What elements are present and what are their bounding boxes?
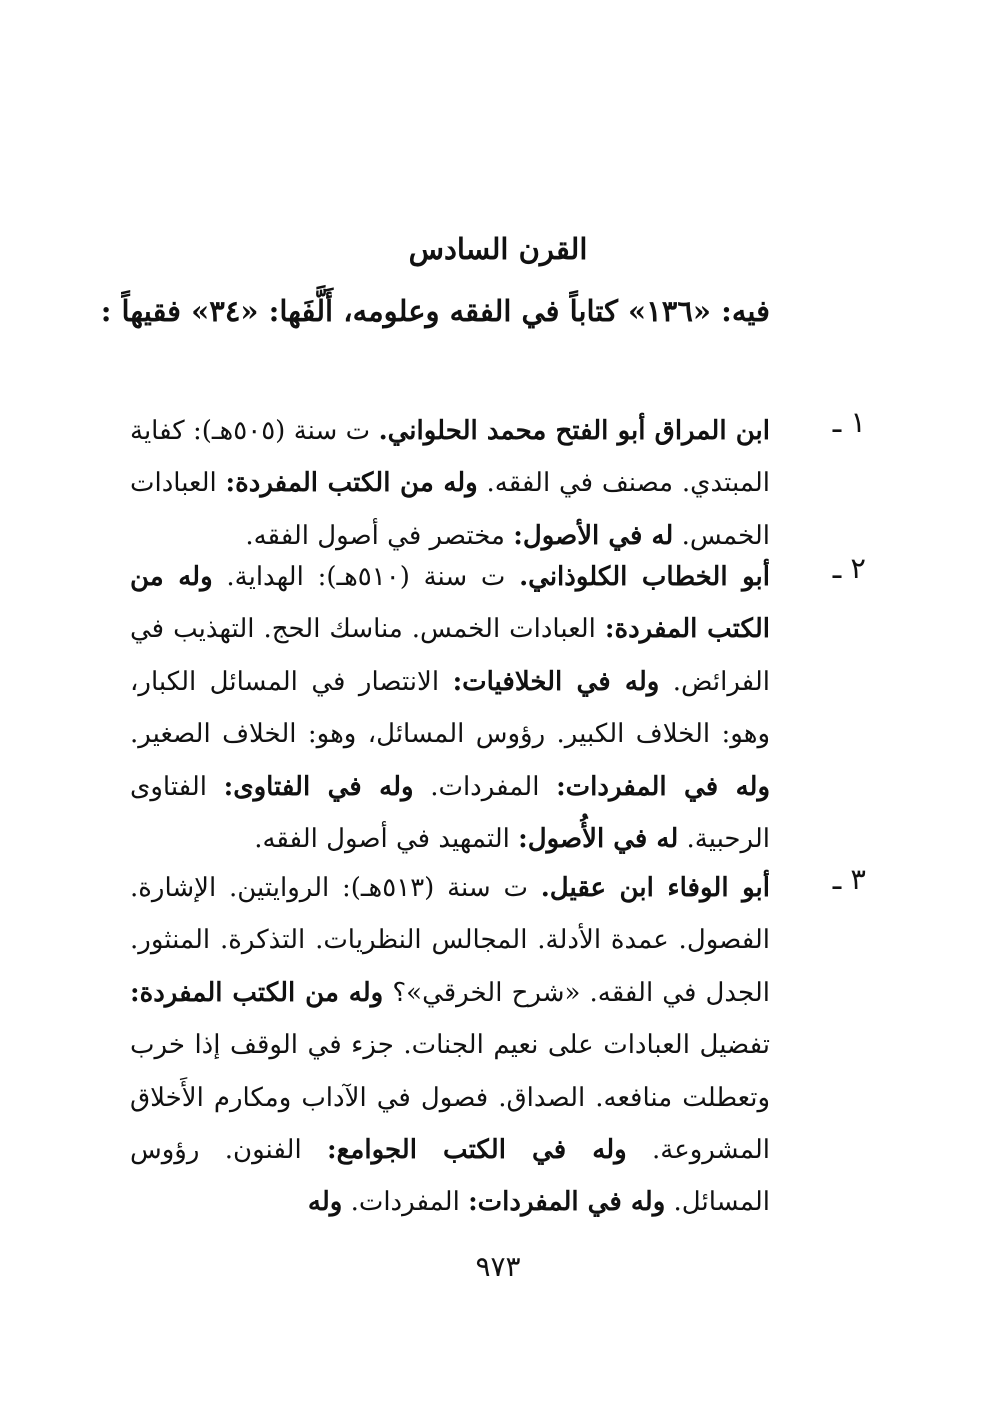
body-text: تفضيل العبادات على نعيم الجنات. جزء في الوقف إذا خرب وتعطلت منافعه. الصداق. فصول في الآداب ومكارم الأَخلاق المشروعة.: [130, 1030, 771, 1166]
body-text: المفردات.: [413, 771, 557, 802]
bold-heading-text: وله في الفتاوى:: [223, 771, 414, 802]
bold-heading-text: وله في الخلافيات:: [452, 666, 660, 697]
bold-heading-text: وله من الكتب المفردة:: [130, 562, 770, 645]
body-text: ت سنة (٥١٣هـ): الروايتين. الإشارة. الفصول. عمدة الأدلة. المجالس النظريات. التذكرة. المنثور. الجدل في الفقه. «شرح الخرقي»؟: [130, 873, 770, 1008]
bold-heading-text: له في الأُصول:: [518, 824, 679, 855]
body-text: ت سنة (٥١٠هـ): الهداية.: [212, 562, 520, 592]
entry-text: [130, 405, 770, 562]
entry-number: ٢ ـ: [832, 551, 866, 585]
bold-heading-text: وله في المفردات:: [468, 1187, 666, 1218]
bold-heading-text: وله من الكتب المفردة:: [225, 468, 478, 499]
body-text: العبادات الخمس.: [130, 468, 770, 551]
section-title: القرن السادس: [408, 232, 588, 266]
bold-heading-text: أبو الخطاب الكلوذاني.: [519, 562, 770, 592]
bold-heading-text: أبو الوفاء ابن عقيل.: [540, 873, 771, 903]
body-text: التمهيد في أصول الفقه.: [254, 824, 519, 855]
body-text: الانتصار في المسائل الكبار، وهو: الخلاف الكبير. رؤوس المسائل، وهو: الخلاف الصغير.: [130, 666, 770, 750]
entry-text: [130, 862, 770, 1229]
bold-heading-text: له في الأصول:: [513, 520, 674, 551]
body-text: مختصر في أصول الفقه.: [245, 520, 514, 551]
body-text: المفردات.: [342, 1187, 469, 1218]
bold-heading-text: وله: [307, 1187, 343, 1218]
body-text: ت سنة (٥٠٥هـ): كفاية المبتدي. مصنف في الفقه.: [130, 416, 770, 499]
bold-heading-text: وله من الكتب المفردة:: [130, 977, 384, 1008]
entry-text: [130, 551, 770, 865]
body-text: العبادات الخمس. مناسك الحج. التهذيب في الفرائض.: [130, 614, 770, 697]
bold-heading-text: وله في المفردات:: [556, 771, 770, 802]
entry-number: ٣ ـ: [832, 862, 866, 896]
section-subtitle: فيه: «١٣٦» كتاباً في الفقه وعلومه، أَلَّفَها: «٣٤» فقيهاً :: [100, 294, 770, 328]
page-number: ٩٧٣: [475, 1250, 521, 1283]
body-text: الفنون. رؤوس المسائل.: [130, 1135, 770, 1218]
body-text: الفتاوى الرحبية.: [130, 771, 770, 855]
entry-number: ١ ـ: [832, 405, 866, 439]
bold-heading-text: وله في الكتب الجوامع:: [327, 1135, 627, 1166]
bold-heading-text: ابن المراق أبو الفتح محمد الحلواني.: [378, 416, 771, 446]
